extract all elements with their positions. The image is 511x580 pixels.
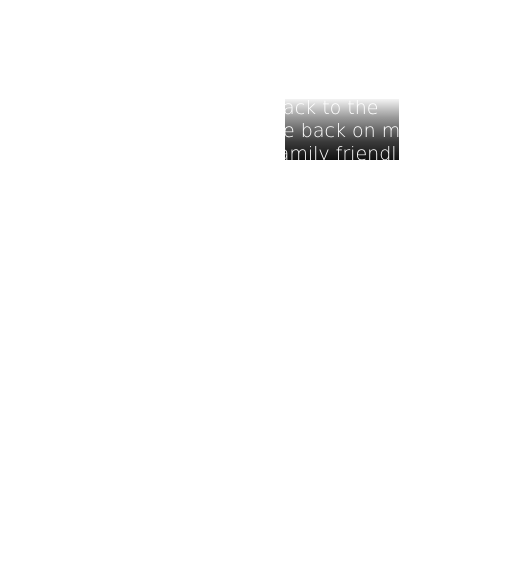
caption-line-3: family friendl bbox=[271, 143, 397, 165]
caption-line-1: back to the bbox=[271, 97, 379, 119]
caption-text bbox=[271, 97, 511, 166]
caption-line-2: be back on ma bbox=[271, 120, 412, 142]
caption-overlay bbox=[271, 97, 412, 165]
